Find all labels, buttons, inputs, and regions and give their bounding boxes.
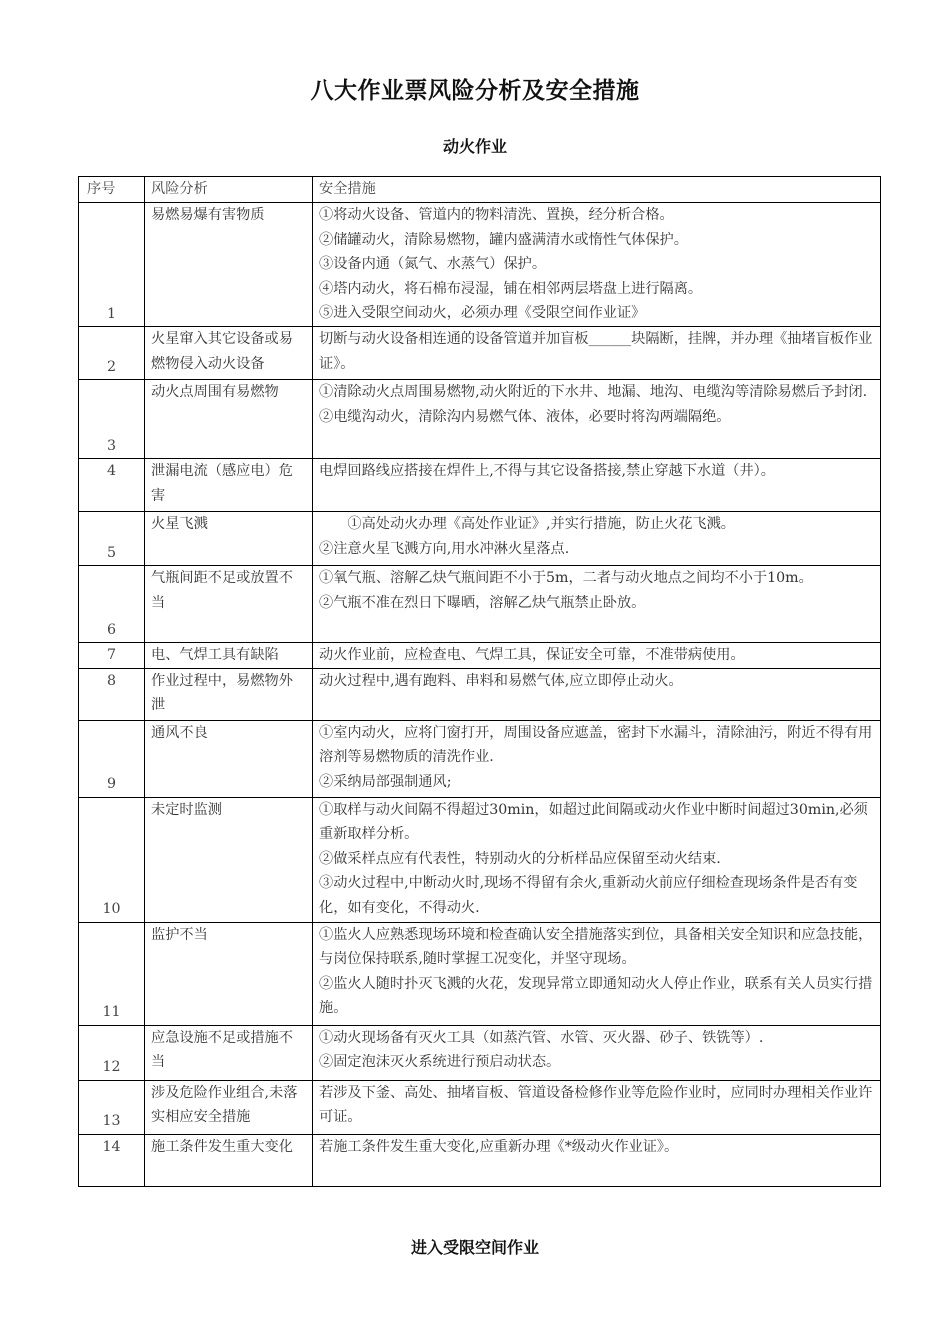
table-row xyxy=(79,1134,881,1186)
safety-measure-item: ②电缆沟动火，清除沟内易燃气体、液体，必要时将沟两端隔绝。 xyxy=(319,408,731,425)
section-title-confined-space: 进入受限空间作业 xyxy=(410,1238,539,1257)
risk-analysis-cell: 未定时监测 xyxy=(145,797,313,922)
safety-measure-item: ①取样与动火间隔不得超过30min，如超过此间隔或动火作业中断时间超过30min,必须重新取样分析。 xyxy=(319,801,868,842)
safety-measures-cell xyxy=(313,1080,881,1134)
safety-measures-cell xyxy=(313,327,881,380)
safety-measure-item: ①高处动火办理《高处作业证》,并实行措施，防止火花飞溅。 xyxy=(319,516,735,532)
header-no: 序号 xyxy=(79,177,145,203)
row-number: 12 xyxy=(79,1025,145,1080)
safety-measure-item: 切断与动火设备相连通的设备管道并加盲板______块隔断，挂牌，并办理《抽堵盲板作业证》。 xyxy=(319,331,873,372)
row-number: 11 xyxy=(79,922,145,1025)
risk-analysis-cell: 火星窜入其它设备或易燃物侵入动火设备 xyxy=(145,327,313,380)
risk-analysis-cell: 施工条件发生重大变化 xyxy=(145,1134,313,1186)
row-number: 10 xyxy=(79,797,145,922)
safety-measures-cell xyxy=(313,1134,881,1186)
row-number: 9 xyxy=(79,720,145,797)
risk-analysis-cell: 通风不良 xyxy=(145,720,313,797)
safety-measure-item: 若涉及下釜、高处、抽堵盲板、管道设备检修作业等危险作业时，应同时办理相关作业许可证。 xyxy=(319,1084,873,1125)
risk-analysis-cell: 火星飞溅 xyxy=(145,512,313,566)
table-row xyxy=(79,797,881,922)
header-measures: 安全措施 xyxy=(313,177,881,203)
table-row xyxy=(79,566,881,643)
safety-measures-cell xyxy=(313,512,881,566)
risk-analysis-cell: 动火点周围有易燃物 xyxy=(145,380,313,459)
table-body xyxy=(79,203,881,1187)
table-row xyxy=(79,459,881,512)
row-number: 7 xyxy=(79,643,145,669)
risk-analysis-cell: 涉及危险作业组合,未落实相应安全措施 xyxy=(145,1080,313,1134)
safety-measures-cell xyxy=(313,566,881,643)
risk-table xyxy=(78,176,881,1187)
safety-measure-item: ①监火人应熟悉现场环境和检查确认安全措施落实到位，具备相关安全知识和应急技能，与岗位保持联系,随时掌握工况变化，并坚守现场。 xyxy=(319,926,873,967)
row-number: 4 xyxy=(79,459,145,512)
risk-analysis-cell: 泄漏电流（感应电）危害 xyxy=(145,459,313,512)
table-row xyxy=(79,327,881,380)
row-number: 1 xyxy=(79,203,145,327)
row-number: 14 xyxy=(79,1134,145,1186)
table-header-row xyxy=(79,177,881,203)
safety-measures-cell xyxy=(313,668,881,720)
row-number: 2 xyxy=(79,327,145,380)
safety-measures-cell xyxy=(313,643,881,669)
safety-measure-item: 电焊回路线应搭接在焊件上,不得与其它设备搭接,禁止穿越下水道（井）。 xyxy=(319,463,775,479)
table-row xyxy=(79,668,881,720)
row-number: 8 xyxy=(79,668,145,720)
risk-analysis-cell: 电、气焊工具有缺陷 xyxy=(145,643,313,669)
safety-measure-item: 动火过程中,遇有跑料、串料和易燃气体,应立即停止动火。 xyxy=(319,672,683,689)
safety-measures-cell xyxy=(313,922,881,1025)
section-title-hot-work: 动火作业 xyxy=(442,137,507,156)
row-number: 3 xyxy=(79,380,145,459)
risk-analysis-cell: 监护不当 xyxy=(145,922,313,1025)
table-row xyxy=(79,203,881,327)
safety-measure-item: ⑤进入受限空间动火，必须办理《受限空间作业证》 xyxy=(319,305,646,321)
safety-measure-item: ①氧气瓶、溶解乙炔气瓶间距不小于5m，二者与动火地点之间均不小于10m。 xyxy=(319,570,813,586)
safety-measures-cell xyxy=(313,720,881,797)
safety-measure-item: ①将动火设备、管道内的物料清洗、置换，经分析合格。 xyxy=(319,207,674,223)
safety-measure-item: ①动火现场备有灭火工具（如蒸汽管、水管、灭火器、砂子、铁铣等）. xyxy=(319,1029,764,1046)
risk-analysis-cell: 易燃易爆有害物质 xyxy=(145,203,313,327)
risk-analysis-cell: 气瓶间距不足或放置不当 xyxy=(145,566,313,643)
safety-measure-item: ②注意火星飞溅方向,用水冲淋火星落点. xyxy=(319,540,570,557)
row-number: 13 xyxy=(79,1080,145,1134)
safety-measure-item: ②储罐动火，清除易燃物，罐内盛满清水或惰性气体保护。 xyxy=(319,231,688,248)
safety-measure-item: ②气瓶不准在烈日下曝晒，溶解乙炔气瓶禁止卧放。 xyxy=(319,594,646,611)
safety-measure-item: ②固定泡沫灭火系统进行预启动状态。 xyxy=(319,1054,561,1070)
table-row xyxy=(79,512,881,566)
safety-measure-item: 若施工条件发生重大变化,应重新办理《*级动火作业证》。 xyxy=(319,1138,679,1155)
header-risk: 风险分析 xyxy=(145,177,313,203)
document-title: 八大作业票风险分析及安全措施 xyxy=(310,78,640,104)
safety-measure-item: 动火作业前，应检查电、气焊工具，保证安全可靠，不准带病使用。 xyxy=(319,647,745,663)
row-number: 5 xyxy=(79,512,145,566)
safety-measure-item: ③动火过程中,中断动火时,现场不得留有余火,重新动火前应仔细检查现场条件是否有变化，如有变化，不得动火. xyxy=(319,875,858,916)
safety-measure-item: ①清除动火点周围易燃物,动火附近的下水井、地漏、地沟、电缆沟等清除易燃后予封闭. xyxy=(319,384,868,400)
table-row xyxy=(79,720,881,797)
table-row xyxy=(79,922,881,1025)
row-number: 6 xyxy=(79,566,145,643)
safety-measures-cell xyxy=(313,380,881,459)
safety-measures-cell xyxy=(313,797,881,922)
safety-measures-cell xyxy=(313,203,881,327)
safety-measure-item: ④塔内动火，将石棉布浸湿，铺在相邻两层塔盘上进行隔离。 xyxy=(319,280,703,297)
safety-measure-item: ②采纳局部强制通风; xyxy=(319,773,452,790)
safety-measures-cell xyxy=(313,459,881,512)
table-row xyxy=(79,1025,881,1080)
safety-measure-item: ①室内动火，应将门窗打开，周围设备应遮盖，密封下水漏斗，清除油污，附近不得有用溶剂等易燃物质的清洗作业. xyxy=(319,724,873,765)
table-row xyxy=(79,380,881,459)
safety-measures-cell xyxy=(313,1025,881,1080)
risk-analysis-cell: 应急设施不足或措施不当 xyxy=(145,1025,313,1080)
safety-measure-item: ②做采样点应有代表性，特别动火的分析样品应保留至动火结束. xyxy=(319,850,721,867)
table-row xyxy=(79,643,881,669)
safety-measure-item: ②监火人随时扑灭飞溅的火花，发现异常立即通知动火人停止作业，联系有关人员实行措施。 xyxy=(319,975,873,1016)
table-row xyxy=(79,1080,881,1134)
risk-analysis-cell: 作业过程中，易燃物外泄 xyxy=(145,668,313,720)
safety-measure-item: ③设备内通（氮气、水蒸气）保护。 xyxy=(319,256,547,272)
